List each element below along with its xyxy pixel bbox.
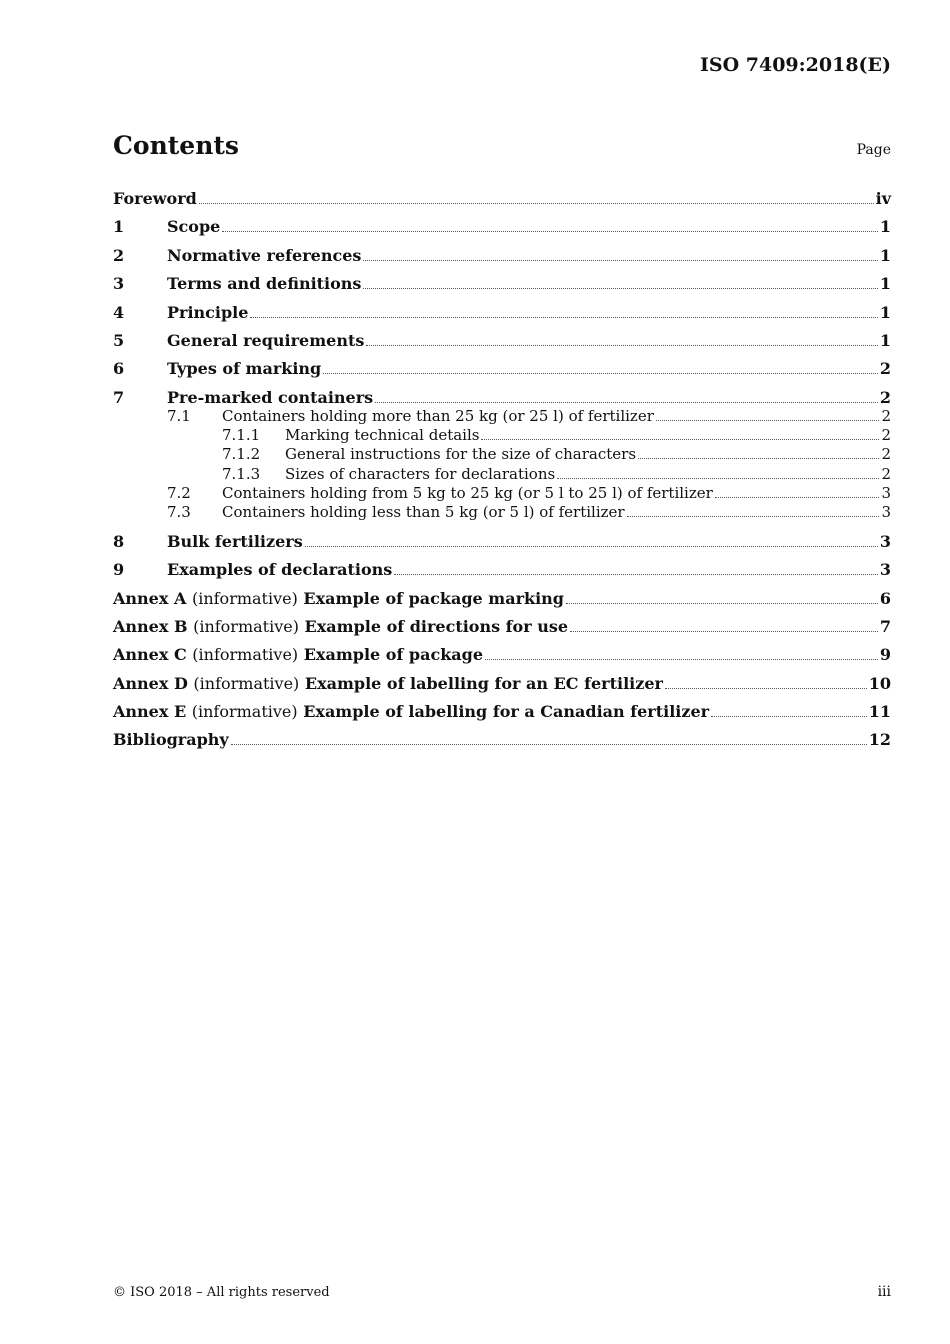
dot-leader (566, 602, 878, 604)
annex-type-note: (informative) (193, 674, 300, 693)
toc-entry-page: 3 (881, 484, 891, 502)
toc-entry-page: 3 (879, 560, 891, 579)
annex-label: Annex A (113, 589, 187, 608)
annex-label: Annex B (113, 617, 188, 636)
toc-entry-title (113, 589, 564, 608)
toc-entry-page: 10 (868, 674, 891, 693)
toc-entry-bulk-fertilizers[interactable] (113, 529, 891, 551)
annex-label: Annex D (113, 674, 188, 693)
toc-entry-number: 7.1.2 (222, 445, 261, 463)
toc-entry-page: iv (875, 189, 891, 208)
toc-subentry-7-2[interactable] (113, 482, 891, 502)
contents-heading: Contents (113, 131, 240, 160)
dot-leader (627, 515, 880, 517)
toc-entry-page: 1 (879, 331, 891, 350)
toc-entry-page: 1 (879, 274, 891, 293)
dot-leader (250, 316, 877, 318)
toc-entry-page: 11 (868, 702, 891, 721)
toc-subentry-7-1-1[interactable] (113, 424, 891, 444)
toc-entry-title: Bibliography (113, 730, 229, 749)
toc-entry-page: 1 (879, 303, 891, 322)
toc-entry-scope[interactable] (113, 214, 891, 236)
annex-title: Example of labelling for a Canadian fertilizer (303, 702, 710, 721)
toc-entry-normative-references[interactable] (113, 243, 891, 265)
toc-subentry-7-1[interactable] (113, 405, 891, 425)
dot-leader (366, 344, 878, 346)
dot-leader (715, 496, 880, 498)
toc-entry-number: 9 (113, 560, 125, 579)
dot-leader (231, 743, 867, 745)
toc-entry-title (113, 617, 568, 636)
annex-title: Example of directions for use (304, 617, 569, 636)
dot-leader (375, 401, 878, 403)
toc-entry-title: Normative references (167, 246, 362, 265)
toc-entry-title: Marking technical details (285, 426, 480, 444)
dot-leader (394, 573, 878, 575)
toc-entry-general-requirements[interactable] (113, 328, 891, 350)
annex-title: Example of package marking (303, 589, 564, 608)
toc-entry-page: 2 (881, 426, 891, 444)
toc-entry-title: Sizes of characters for declarations (285, 465, 556, 483)
toc-entry-annex-e[interactable] (113, 699, 891, 721)
dot-leader (485, 658, 878, 660)
toc-entry-number: 7.2 (167, 484, 191, 502)
toc-entry-number: 2 (113, 246, 125, 265)
toc-entry-title: Terms and definitions (167, 274, 362, 293)
annex-label: Annex E (113, 702, 187, 721)
toc-entry-number: 1 (113, 217, 125, 236)
dot-leader (323, 372, 878, 374)
toc-entry-annex-b[interactable] (113, 614, 891, 636)
toc-entry-page: 6 (879, 589, 891, 608)
toc-entry-title (113, 674, 663, 693)
toc-entry-bibliography[interactable] (113, 727, 891, 749)
toc-entry-title: Containers holding more than 25 kg (or 25 l) of fertilizer (222, 407, 654, 425)
toc-entry-examples-of-declarations[interactable] (113, 557, 891, 579)
annex-label: Annex C (113, 645, 187, 664)
toc-entry-title: Bulk fertilizers (167, 532, 303, 551)
toc-entry-foreword[interactable] (113, 186, 891, 208)
toc-entry-page: 2 (881, 407, 891, 425)
toc-entry-page: 7 (879, 617, 891, 636)
toc-entry-number: 5 (113, 331, 125, 350)
toc-entry-title: General requirements (167, 331, 365, 350)
toc-entry-number: 8 (113, 532, 125, 551)
toc-entry-principle[interactable] (113, 300, 891, 322)
toc-entry-page: 3 (879, 532, 891, 551)
annex-type-note: (informative) (191, 702, 298, 721)
toc-entry-title (113, 702, 709, 721)
toc-entry-annex-c[interactable] (113, 642, 891, 664)
toc-entry-page: 3 (881, 503, 891, 521)
dot-leader (557, 477, 879, 479)
toc-entry-number: 7.3 (167, 503, 191, 521)
toc-entry-number: 4 (113, 303, 125, 322)
toc-entry-title: Containers holding less than 5 kg (or 5 l) of fertilizer (222, 503, 625, 521)
toc-entry-page: 2 (879, 359, 891, 378)
dot-leader (363, 259, 877, 261)
toc-entry-types-of-marking[interactable] (113, 356, 891, 378)
annex-title: Example of package (303, 645, 484, 664)
toc-entry-terms-and-definitions[interactable] (113, 271, 891, 293)
document-id: ISO 7409:2018(E) (699, 54, 891, 76)
toc-entry-page: 2 (881, 465, 891, 483)
dot-leader (481, 438, 879, 440)
toc-entry-number: 3 (113, 274, 125, 293)
toc-subentry-7-1-3[interactable] (113, 463, 891, 483)
dot-leader (222, 230, 878, 232)
toc-entry-title: Containers holding from 5 kg to 25 kg (or 5 l to 25 l) of fertilizer (222, 484, 713, 502)
dot-leader (199, 202, 874, 204)
toc-entry-page: 9 (879, 645, 891, 664)
copyright-notice: © ISO 2018 – All rights reserved (113, 1285, 330, 1300)
toc-entry-title: Principle (167, 303, 249, 322)
toc-entry-page: 2 (879, 388, 891, 407)
toc-entry-title: Examples of declarations (167, 560, 393, 579)
dot-leader (305, 545, 878, 547)
page-number: iii (877, 1284, 891, 1300)
toc-subentry-7-3[interactable] (113, 501, 891, 521)
toc-entry-number: 7.1 (167, 407, 191, 425)
toc-entry-number: 6 (113, 359, 125, 378)
toc-entry-page: 2 (881, 445, 891, 463)
dot-leader (656, 419, 880, 421)
annex-type-note: (informative) (192, 645, 299, 664)
toc-entry-title: Scope (167, 217, 221, 236)
annex-title: Example of labelling for an EC fertilizer (304, 674, 663, 693)
toc-entry-page: 1 (879, 217, 891, 236)
toc-entry-number: 7.1.1 (222, 426, 261, 444)
toc-entry-number: 7.1.3 (222, 465, 261, 483)
toc-subentry-7-1-2[interactable] (113, 443, 891, 463)
toc-entry-number: 7 (113, 388, 125, 407)
toc-entry-page: 12 (868, 730, 891, 749)
toc-entry-title (113, 645, 483, 664)
toc-entry-annex-a[interactable] (113, 586, 891, 608)
toc-entry-title: Foreword (113, 189, 197, 208)
page-column-label: Page (856, 142, 891, 158)
annex-type-note: (informative) (193, 617, 299, 636)
dot-leader (570, 630, 878, 632)
toc-entry-annex-d[interactable] (113, 671, 891, 693)
annex-type-note: (informative) (191, 589, 298, 608)
dot-leader (711, 715, 867, 717)
toc-entry-pre-marked-containers[interactable] (113, 385, 891, 407)
toc-entry-title: General instructions for the size of characters (285, 445, 637, 463)
toc-entry-page: 1 (879, 246, 891, 265)
dot-leader (665, 687, 867, 689)
dot-leader (638, 457, 879, 459)
toc-entry-title: Pre-marked containers (167, 388, 374, 407)
dot-leader (363, 287, 877, 289)
toc-entry-title: Types of marking (167, 359, 322, 378)
